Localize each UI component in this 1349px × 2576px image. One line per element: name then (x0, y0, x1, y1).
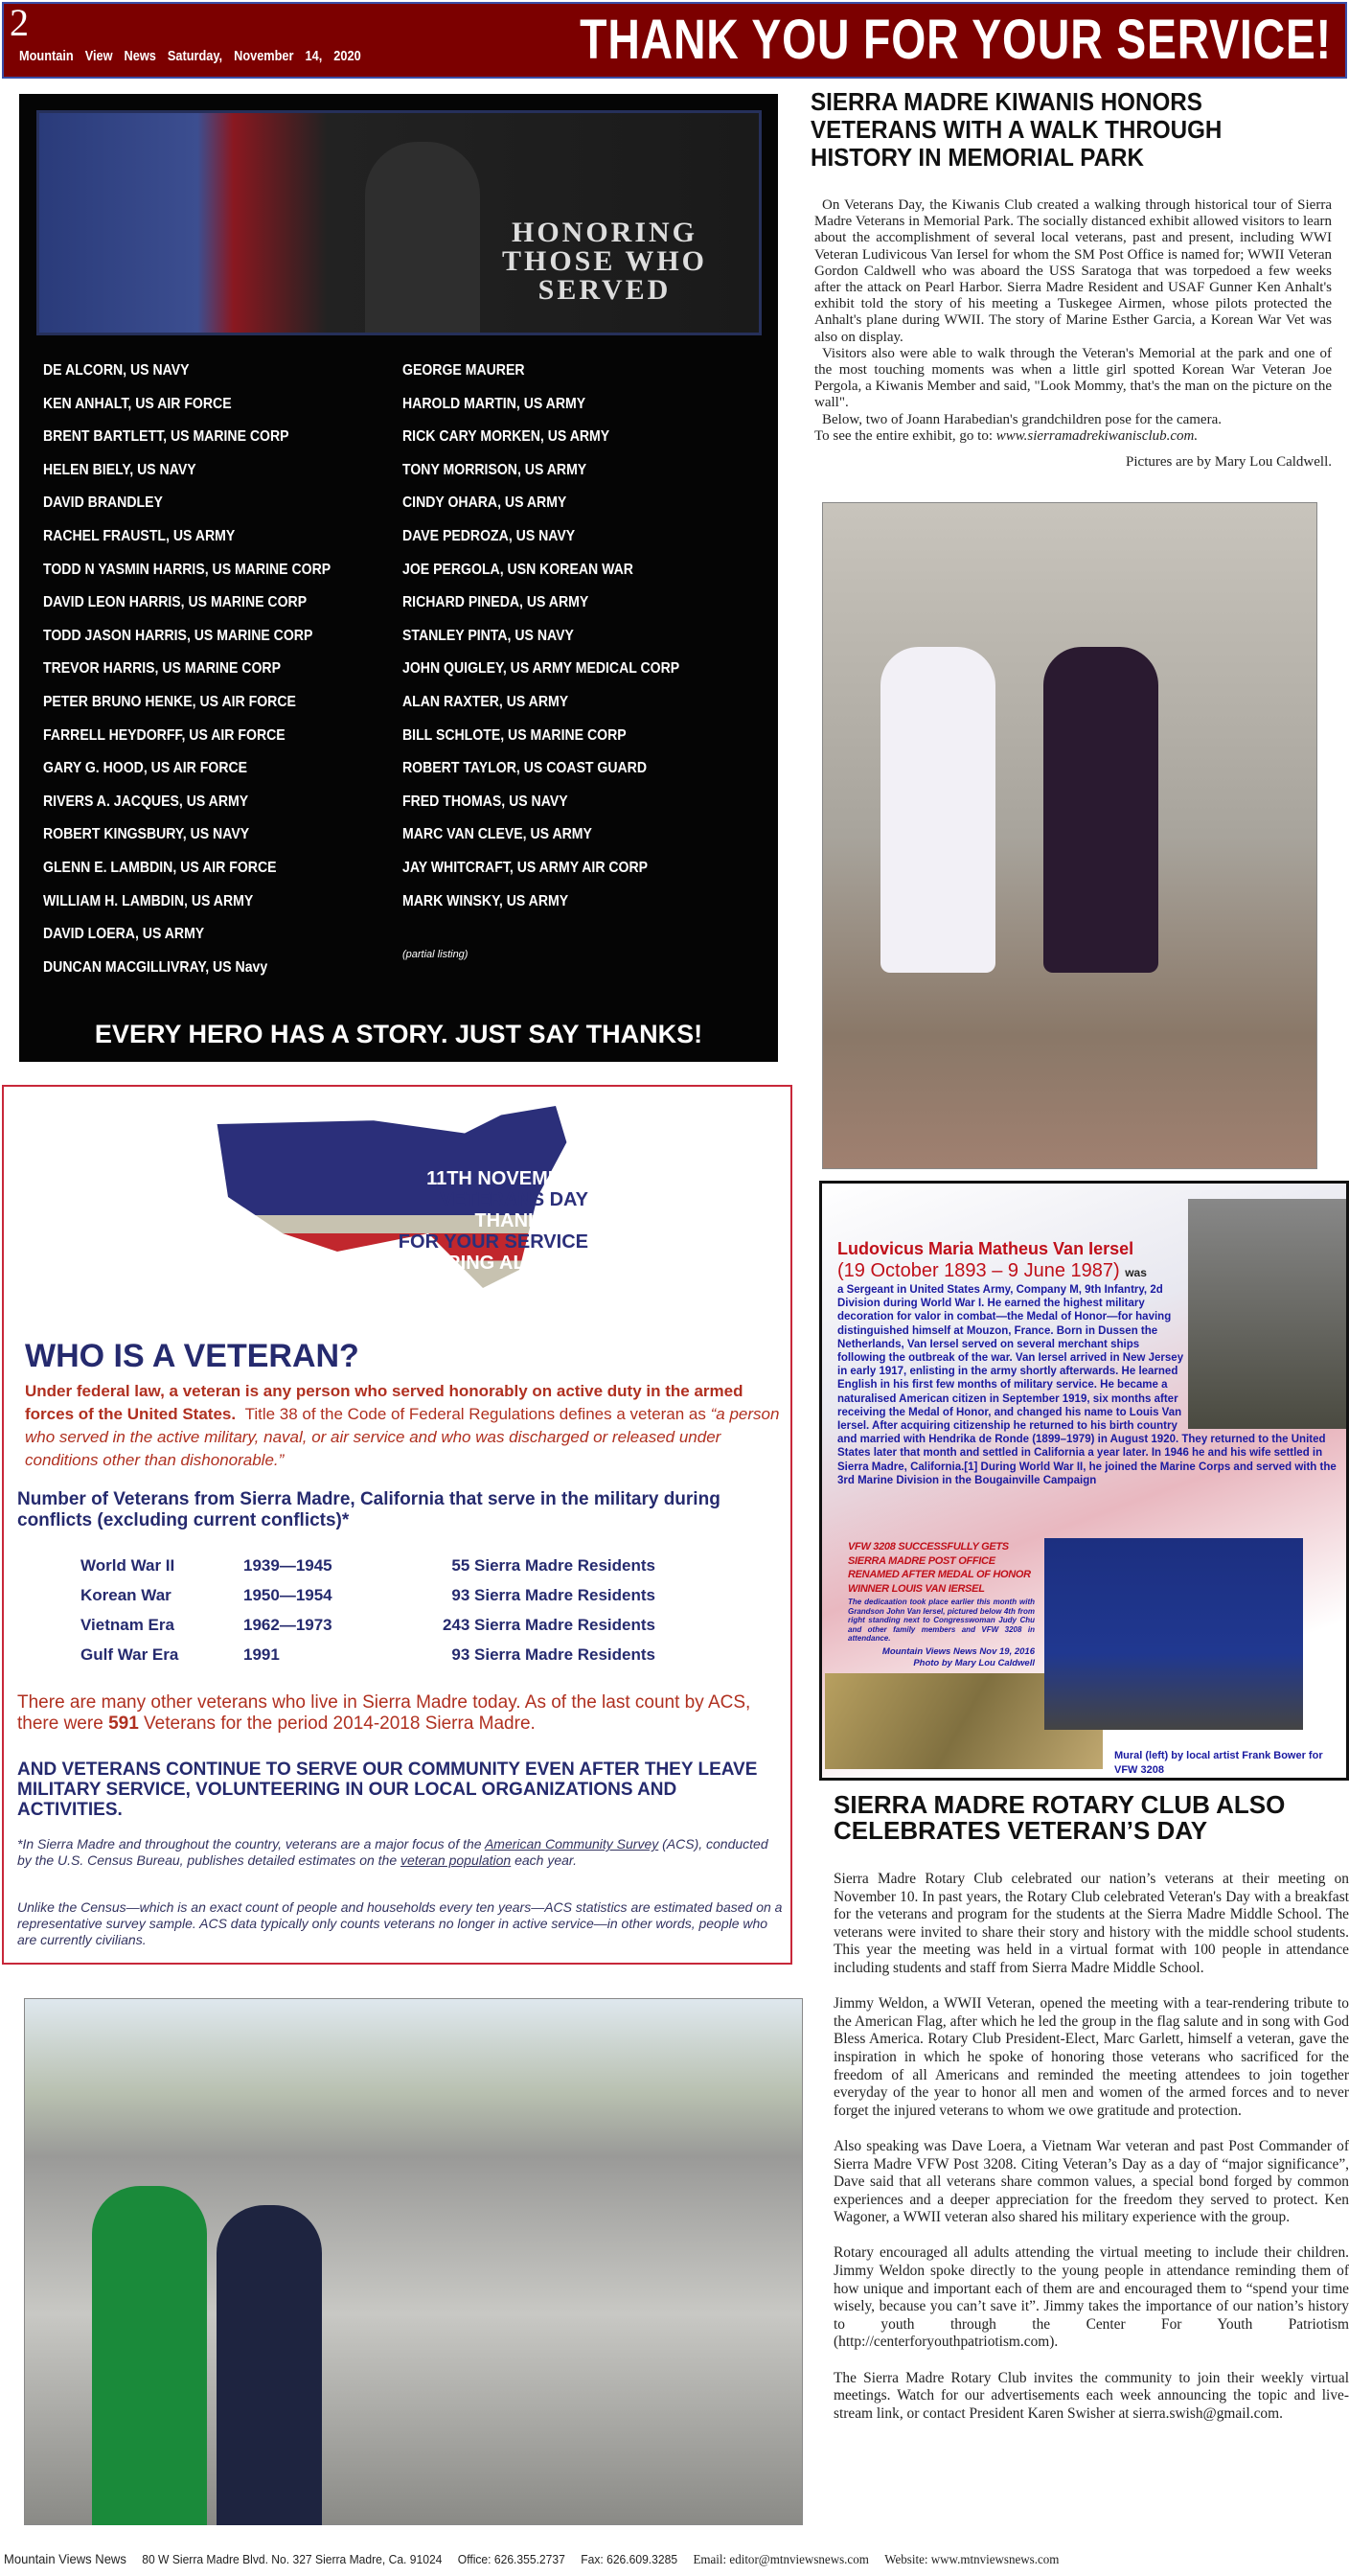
veteran-name: DAVID LOERA, US ARMY (43, 926, 205, 943)
article-paragraph: Below, two of Joann Harabedian's grandchildren pose for the camera. (822, 411, 1222, 427)
partial-listing-note: (partial listing) (402, 949, 469, 960)
veteran-name: MARC VAN CLEVE, US ARMY (402, 826, 592, 843)
photo-credit: Photo by Mary Lou Caldwell (913, 1657, 1035, 1668)
conflict-cell: Korean War (80, 1586, 171, 1604)
note-text: each year. (514, 1852, 577, 1868)
veteran-name: RICHARD PINEDA, US ARMY (402, 594, 589, 611)
years-cell: 1950—1954 (243, 1586, 332, 1604)
kiwanis-url-link[interactable]: www.sierramadrekiwanisclub.com. (995, 427, 1199, 444)
years-cell: 1939—1945 (243, 1556, 332, 1575)
census-note: Unlike the Census—which is an exact count of people and households every ten years—ACS statistics are estimated based on a representative survey sample. ACS data typically only counts veterans no longer in active service—in other words, people who are currently civilians. (17, 1899, 783, 1947)
article-paragraph: On Veterans Day, the Kiwanis Club created a walking through historical tour of Sierra Madre Veterans in Memorial Park. The socially distanced exhibit allowed visitors to learn about the accomplishment of several local veterans, past and present, including WWI Veteran Ludivicous Van Iersel for whom the SM Post Office is named for; WWII Veteran Gordon Caldwell who was aboard the USS Saratoga that was torpedoed a few weeks after the attack on Pearl Harbor. Sierra Madre Resident and USAF Gunner Ken Anhalt's exhibit told the story of his meeting a Tuskegee Airmen, whose pilots protected the Anhalt's plane during WWII. The story of Marine Esther Garcia, a Korean War Vet was also on display. (814, 197, 1332, 345)
veteran-name: JOE PERGOLA, USN KOREAN WAR (402, 561, 633, 578)
page-number: 2 (10, 1, 29, 44)
definition-quote: “a person who served in the active military, naval, or air service and who was discharged or released under conditions other than dishonorable.” (25, 1405, 780, 1469)
veteran-name: ROBERT TAYLOR, US COAST GUARD (402, 760, 648, 777)
veteran-name: MARK WINSKY, US ARMY (402, 892, 569, 909)
article-paragraph: Sierra Madre Rotary Club celebrated our nation’s veterans at their meeting on November 10. In past years, the Rotary Club celebrated Veteran's Day with a breakfast for the veterans and program for the students at the Sierra Madre Middle School. The veterans were invited to share their story and history with the middle school students. This year the meeting was held in a virtual format with 100 people in attendance including students and staff from Sierra Madre Middle School. (834, 1871, 1349, 1976)
veteran-name: ALAN RAXTER, US ARMY (402, 694, 569, 710)
veteran-name: RIVERS A. JACQUES, US ARMY (43, 793, 249, 810)
source-text: Mountain Views News Nov 19, 2016 (881, 1645, 1035, 1657)
note-text: *In Sierra Madre and throughout the country, veterans are a major focus of the (17, 1836, 482, 1852)
van-iersel-bio-block (837, 1283, 1345, 1487)
was-text: was (1125, 1266, 1147, 1279)
slogan: EVERY HERO HAS A STORY. JUST SAY THANKS! (94, 1020, 703, 1048)
veteran-name: DUNCAN MACGILLIVRAY, US Navy (43, 958, 268, 976)
rotary-article (834, 1871, 1349, 2423)
van-iersel-dates (837, 1260, 1147, 1284)
acs-text-a: There are many other veterans who live in Sierra Madre today. As of the last count by ACS, there were (17, 1692, 751, 1734)
acs-count-text (17, 1692, 784, 1735)
veteran-population-link[interactable]: veteran population (400, 1852, 512, 1868)
veteran-name: WILLIAM H. LAMBDIN, US ARMY (43, 892, 254, 909)
vfw-source (848, 1646, 1035, 1669)
residents-cell: 93 Sierra Madre Residents (451, 1645, 655, 1664)
footer-publication: Mountain Views News (4, 2551, 126, 2566)
conflict-cell: Vietnam Era (80, 1616, 174, 1634)
veteran-name: CINDY OHARA, US ARMY (402, 494, 567, 512)
years-cell: 1962—1973 (243, 1616, 332, 1634)
table-row (80, 1556, 655, 1579)
publication-name: Mountain View News (19, 48, 156, 64)
veteran-name: TONY MORRISON, US ARMY (402, 461, 587, 478)
banner-text: HONORING THOSE WHO SERVED (501, 217, 707, 306)
definition-text: Title 38 of the Code of Federal Regulations defines a veteran as (244, 1405, 706, 1423)
veteran-name: FARRELL HEYDORFF, US AIR FORCE (43, 726, 286, 744)
veteran-name: FRED THOMAS, US NAVY (402, 793, 568, 810)
footer-address: 80 W Sierra Madre Blvd. No. 327 Sierra Madre, Ca. 91024 (142, 2552, 443, 2566)
veteran-name: DE ALCORN, US NAVY (43, 362, 190, 379)
post-office-dedication-photo (1044, 1538, 1303, 1730)
article-paragraph: Jimmy Weldon, a WWII Veteran, opened the meeting with a tear-rendering tribute to the American Flag, after which he led the group in the flag salute and in song with God Bless America. Rotary Club President-Elect, Marc Garlett, himself a veteran, gave the inspiration in which he spoke of honoring those veterans who sacrificed for the freedom of all Americans and reminded the meeting attendees to join together everyday of the year to honor all men and women of the armed forces and to never forget the injured veterans to whom we owe gratitude and protection. (834, 1995, 1349, 2119)
mural-caption: Mural (left) by local artist Frank Bower for VFW 3208 (1114, 1750, 1323, 1776)
who-is-a-veteran-box (2, 1085, 792, 1965)
map-line: THANK YOU (474, 1210, 588, 1231)
van-iersel-feature (819, 1181, 1349, 1781)
page-footer (4, 2551, 1255, 2568)
veteran-name: ROBERT KINGSBURY, US NAVY (43, 826, 250, 843)
veteran-name: GARY G. HOOD, US AIR FORCE (43, 760, 248, 777)
acs-count: 591 (108, 1714, 139, 1734)
residents-cell: 93 Sierra Madre Residents (451, 1586, 655, 1604)
veteran-name: TODD N YASMIN HARRIS, US MARINE CORP (43, 561, 332, 578)
kiwanis-headline: SIERRA MADRE KIWANIS HONORS VETERANS WITH A WALK THROUGH HISTORY IN MEMORIAL PARK (811, 87, 1223, 172)
map-line: 11TH NOVEMBER (426, 1168, 588, 1189)
vfw-caption: The dedicaation took place earlier this month with Grandson John Van Iersel, pictured below 4th from right standing next to Congresswoman Judy Chu and other family members and VFW 3208 in attendance. (848, 1598, 1035, 1643)
girl-in-purple-dress (1043, 647, 1158, 973)
veteran-name: DAVID LEON HARRIS, US MARINE CORP (43, 594, 308, 611)
note-text: (ACS), conducted by the U.S. Census Bureau, publishes detailed estimates on the (17, 1836, 768, 1868)
woman-in-navy-sweatshirt (217, 2205, 322, 2525)
veteran-name: GEORGE MAURER (402, 362, 525, 379)
acs-footnote (17, 1836, 784, 1869)
map-line: HONORING ALL WHO SERVED (389, 1253, 588, 1295)
veteran-name: HAROLD MARTIN, US ARMY (402, 395, 586, 412)
issue-date: Saturday, November 14, 2020 (167, 48, 361, 64)
girl-in-white-dress (880, 647, 995, 973)
dates: (19 October 1893 – 9 June 1987) (837, 1260, 1120, 1281)
veteran-name: DAVID BRANDLEY (43, 494, 163, 512)
residents-cell: 55 Sierra Madre Residents (451, 1556, 655, 1575)
veteran-name: RACHEL FRAUSTL, US ARMY (43, 528, 236, 544)
veteran-name: BILL SCHLOTE, US MARINE CORP (402, 726, 627, 744)
acs-link[interactable]: American Community Survey (484, 1836, 659, 1852)
veteran-count-heading: Number of Veterans from Sierra Madre, California that serve in the military during conflicts (excluding current conflicts)* (17, 1489, 720, 1530)
veteran-name: RICK CARY MORKEN, US ARMY (402, 428, 610, 446)
years-cell: 1991 (243, 1645, 280, 1664)
honor-roll-panel (19, 94, 778, 1062)
article-paragraph: Visitors also were able to walk through the Veteran's Memorial at the park and one of the most touching moments was when a little girl spotted Korean War Veteran Joe Pergola, a Kiwanis Member and said, "Look Mommy, that's the man on the picture on the wall". (814, 345, 1332, 411)
footer-office-phone: Office: 626.355.2737 (457, 2552, 565, 2566)
van-iersel-name: Ludovicus Maria Matheus Van Iersel (837, 1239, 1134, 1258)
dateline (19, 48, 361, 64)
map-line: FOR YOUR SERVICE (398, 1231, 588, 1253)
table-row (80, 1645, 655, 1668)
grandchildren-photo (822, 502, 1317, 1169)
definition-bold: Under federal law, a veteran is any person who served honorably on active duty in the armed forces of the United States. (25, 1382, 743, 1423)
footer-website[interactable]: Website: www.mtnviewsnews.com (884, 2553, 1060, 2567)
footer-email[interactable]: Email: editor@mtnviewsnews.com (693, 2553, 869, 2567)
veteran-name: JOHN QUIGLEY, US ARMY MEDICAL CORP (402, 660, 680, 678)
veteran-name: TODD JASON HARRIS, US MARINE CORP (43, 627, 313, 644)
veteran-name: TREVOR HARRIS, US MARINE CORP (43, 660, 281, 678)
article-paragraph: Also speaking was Dave Loera, a Vietnam War veteran and past Post Commander of Sierra Madre VFW Post 3208. Citing Veteran’s Day as a day of “major significance”, Dave said that all veterans share common values, a special bond forged by common experiences and a deeper appreciation for the freedom they served to protect. Ken Wagoner, a WWII veteran also shared his military experience with the group. (834, 2137, 1349, 2226)
vfw-headline: VFW 3208 SUCCESSFULLY GETS SIERRA MADRE POST OFFICE RENAMED AFTER MEDAL OF HONOR WINNER LOUIS VAN IERSEL (848, 1541, 1031, 1595)
map-text (320, 1168, 588, 1295)
veteran-name: PETER BRUNO HENKE, US AIR FORCE (43, 694, 296, 710)
honoring-banner-image (36, 110, 762, 335)
section-heading: WHO IS A VETERAN? (25, 1338, 359, 1374)
veteran-name: KEN ANHALT, US AIR FORCE (43, 395, 232, 412)
veteran-definition (25, 1380, 782, 1472)
rotary-headline: SIERRA MADRE ROTARY CLUB ALSO CELEBRATES VETERAN’S DAY (834, 1790, 1286, 1845)
veteran-name: BRENT BARTLETT, US MARINE CORP (43, 428, 289, 446)
veteran-name: GLENN E. LAMBDIN, US AIR FORCE (43, 860, 277, 876)
conflict-cell: World War II (80, 1556, 175, 1575)
veteran-name: HELEN BIELY, US NAVY (43, 461, 196, 478)
acs-text-b: Veterans for the period 2014-2018 Sierra Madre. (144, 1714, 536, 1734)
table-row (80, 1616, 655, 1639)
footer-fax: Fax: 626.609.3285 (581, 2552, 678, 2566)
veteran-name: STANLEY PINTA, US NAVY (402, 627, 574, 644)
article-paragraph: Rotary encouraged all adults attending the virtual meeting to include their children. Jimmy Weldon spoke directly to the young people in attendance reminding them of how unique and important each of them are and encouraged them to “spend your time wisely, because you can’t save it”. Jimmy takes the importance of our nation’s history to youth through the Center For Youth Patriotism (http://centerforyouthpatriotism.com). (834, 2244, 1349, 2351)
page-header (2, 2, 1347, 79)
van-iersel-bio: a Sergeant in United States Army, Company M, 9th Infantry, 2d Division during World War I. He earned the highest military decoration for valor in combat—the Medal of Honor—for having distinguished himself at Mouzon, France. Born in Dussen the Netherlands, Van Iersel served on several merchant ships following the outbreak of the war. Van Iersel arrived in New Jersey in early 1917, enlisting in the army shortly afterwards. He learned English in his first few months of military service. He became a naturalised American citizen in September 1919, six months after receiving the Medal of Honor, and changed his name to Louis Van Iersel. After acquiring citizenship he returned to his birth country and married with Hendrika de Ronde (1899–1979) in August 1920. They returned to the United States later that month and settled in California a year later. In 1946 he and his wife settled in Sierra Madre, California.[1] During World War II, he joined the Marine Corps and served with the 3rd Marine Division in the Bougainville Campaign (837, 1284, 1337, 1486)
veteran-name: JAY WHITCRAFT, US ARMY AIR CORP (402, 860, 649, 876)
continue-to-serve-text: AND VETERANS CONTINUE TO SERVE OUR COMMUNITY EVEN AFTER THEY LEAVE MILITARY SERVICE, VOLUNTEERING IN OUR LOCAL ORGANIZATIONS AND ACTIVITIES. (17, 1760, 758, 1820)
memorial-wall-photo (24, 1998, 803, 2525)
photo-credit: Pictures are by Mary Lou Caldwell. (1126, 454, 1332, 471)
residents-cell: 243 Sierra Madre Residents (442, 1616, 655, 1634)
article-paragraph: The Sierra Madre Rotary Club invites the community to join their weekly virtual meetings. Watch for our advertisements each week announcing the topic and live-stream link, or contact President Karen Swisher at sierra.swish@gmail.com. (834, 2369, 1349, 2422)
portrait-spacer (1184, 1283, 1345, 1431)
man-in-green-sweater (92, 2186, 207, 2525)
kiwanis-article (814, 197, 1332, 471)
map-line: VETERANS DAY (440, 1189, 588, 1210)
table-row (80, 1586, 655, 1609)
page-title: THANK YOU FOR YOUR SERVICE! (580, 9, 1332, 71)
conflict-cell: Gulf War Era (80, 1645, 179, 1664)
see-more-text: To see the entire exhibit, go to: (814, 427, 993, 444)
veteran-name: DAVE PEDROZA, US NAVY (402, 528, 576, 544)
